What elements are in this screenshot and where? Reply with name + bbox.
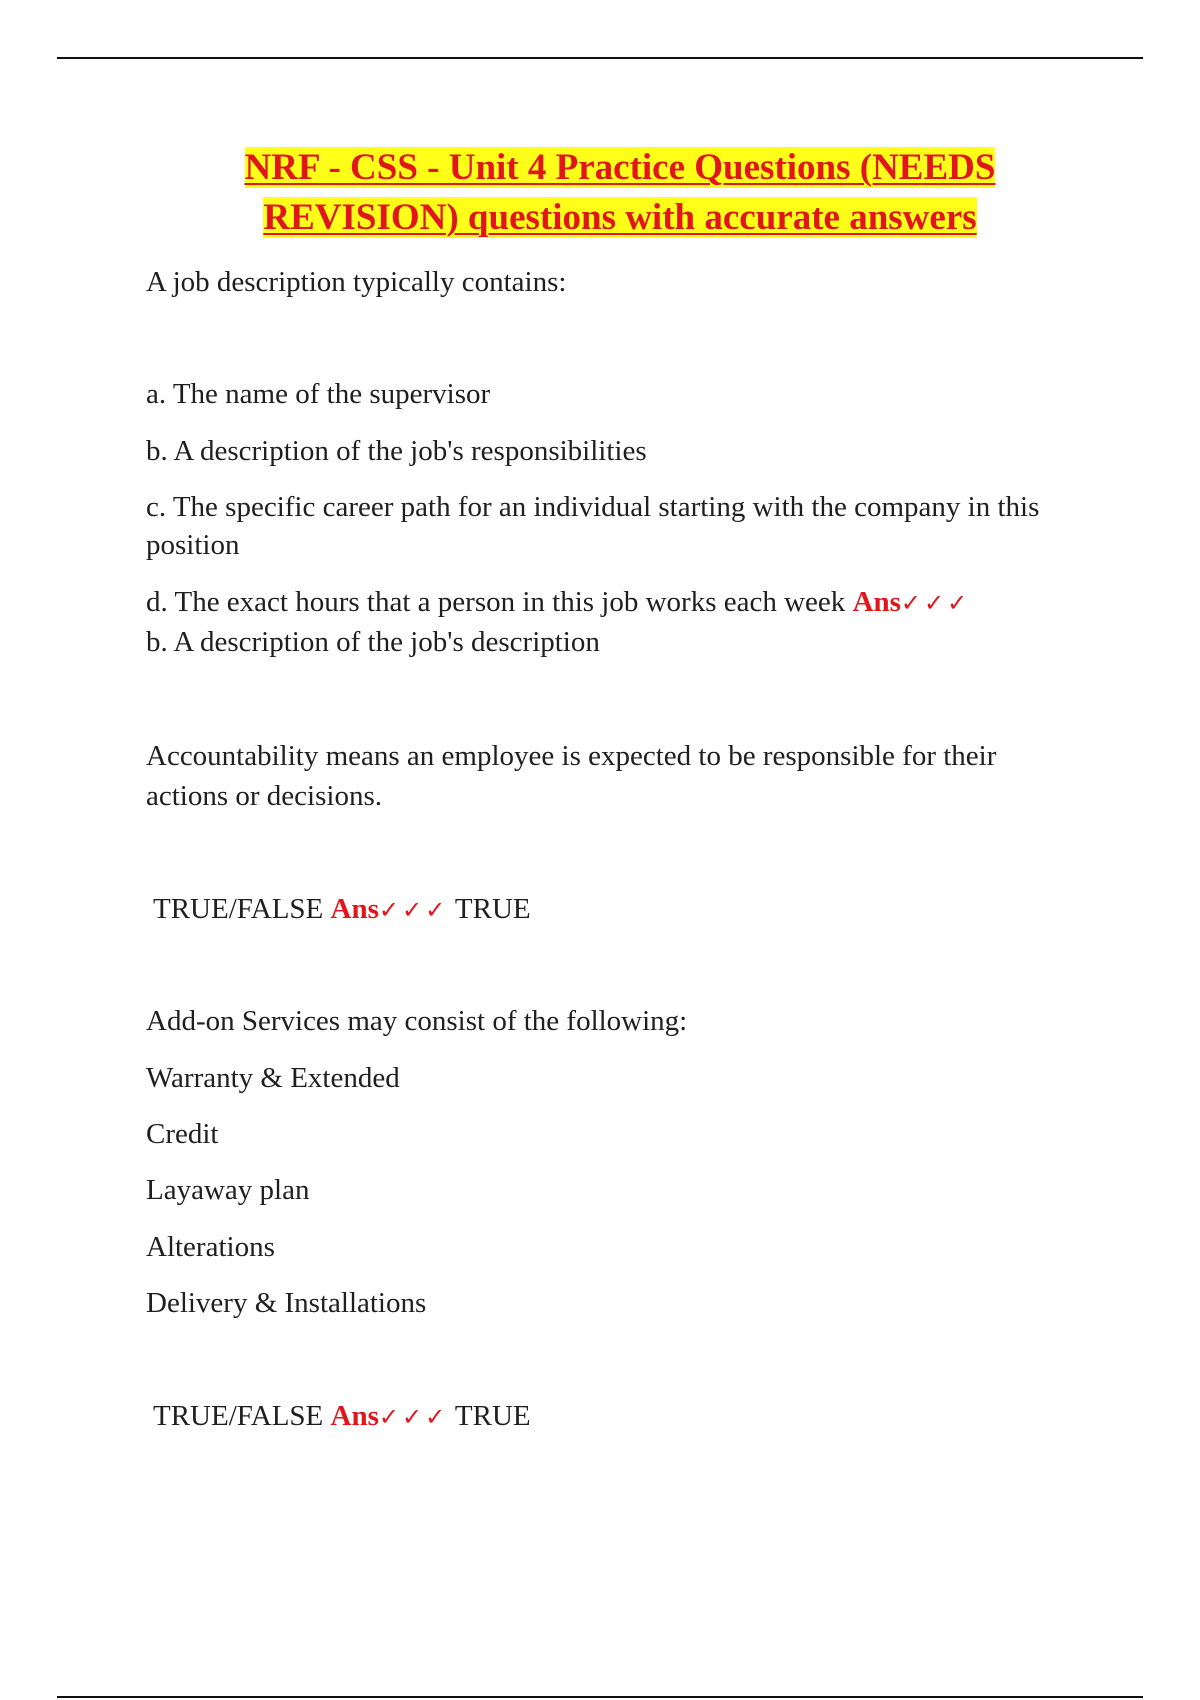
q2-question: Accountability means an employee is expected to be responsible for their actions or decisions. (146, 740, 997, 812)
q1-ans-label: Ans (852, 586, 901, 618)
bottom-rule (57, 1696, 1143, 1698)
q1-option-d: d. The exact hours that a person in this job works each week (146, 586, 846, 618)
q2-ans-label: Ans (330, 893, 379, 925)
q3-question: Add-on Services may consist of the following: (146, 1005, 688, 1037)
top-rule (57, 57, 1143, 59)
q3-ans-label: Ans (330, 1400, 379, 1432)
q1-check-marks: ✓✓✓ (900, 589, 971, 617)
q2-prompt: TRUE/FALSE (153, 893, 324, 925)
q2-answer: TRUE (454, 893, 531, 925)
q3-check-marks: ✓✓✓ (378, 1403, 449, 1431)
q3-answer: TRUE (454, 1400, 531, 1432)
q3-answer-line (153, 1396, 531, 1437)
q2-answer-line (153, 889, 531, 930)
q3-item: Alterations (146, 1231, 275, 1263)
title-line-2: REVISION) questions with accurate answers (263, 197, 977, 238)
q1-answer: b. A description of the job's description (146, 626, 600, 658)
q3-item: Delivery & Installations (146, 1287, 427, 1319)
q1-option-a: a. The name of the supervisor (146, 378, 491, 410)
q1-question: A job description typically contains: (146, 266, 567, 298)
document-title (100, 143, 1140, 243)
q2-check-marks: ✓✓✓ (378, 896, 449, 924)
q3-item: Layaway plan (146, 1174, 310, 1206)
q3-prompt: TRUE/FALSE (153, 1400, 324, 1432)
q1-option-d-line (146, 582, 970, 623)
q1-option-b: b. A description of the job's responsibilities (146, 435, 647, 467)
q1-option-c: c. The specific career path for an individual starting with the company in this position (146, 491, 1040, 561)
q3-item: Credit (146, 1118, 219, 1150)
q3-item: Warranty & Extended (146, 1062, 400, 1094)
title-line-1: NRF - CSS - Unit 4 Practice Questions (NEEDS (244, 147, 996, 188)
